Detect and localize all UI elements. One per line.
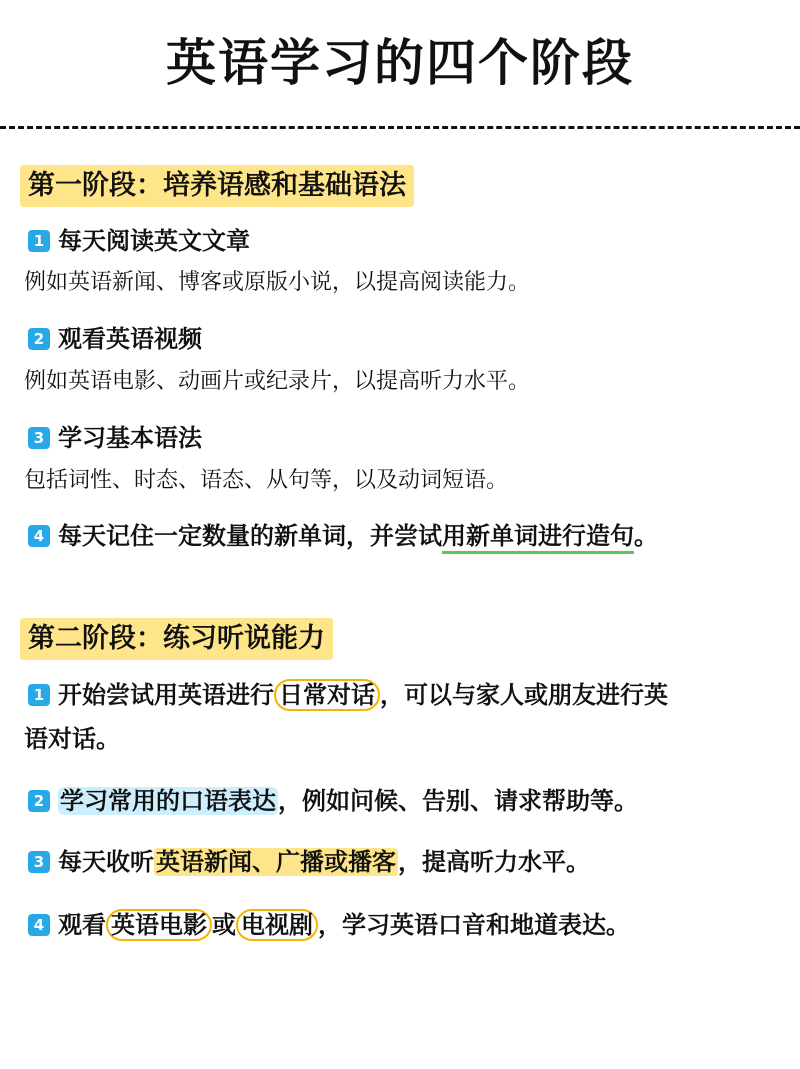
number-badge-icon: 1 (28, 684, 50, 706)
item-text-end: ，学习英语口音和地道表达。 (318, 911, 630, 939)
dashed-divider (0, 126, 800, 129)
stage2-item-3 (28, 845, 590, 879)
circled-phrase: 电视剧 (236, 909, 318, 941)
stage2-item-2 (28, 784, 638, 818)
stage1-item-2-desc: 例如英语电影、动画片或纪录片，以提高听力水平。 (24, 369, 531, 394)
item-title: 学习基本语法 (58, 424, 202, 452)
item-title: 每天阅读英文文章 (58, 227, 250, 255)
stage2-item-1 (28, 678, 668, 712)
underlined-phrase: 用新单词进行造句 (442, 522, 634, 554)
stage2-heading: 第二阶段：练习听说能力 (20, 618, 333, 660)
number-badge-icon: 4 (28, 914, 50, 936)
stage1-item-2 (28, 322, 202, 356)
number-badge-icon: 1 (28, 230, 50, 252)
number-badge-icon: 4 (28, 525, 50, 547)
stage2-item-4 (28, 908, 630, 942)
item-text-end: ，例如问候、告别、请求帮助等。 (278, 787, 638, 815)
highlighted-phrase: 学习常用的口语表达 (60, 787, 276, 815)
stage1-item-3-desc: 包括词性、时态、语态、从句等，以及动词短语。 (24, 468, 509, 493)
item-text-mid: 或 (212, 911, 236, 939)
item-text: 开始尝试用英语进行 (58, 681, 274, 709)
stage1-item-4 (28, 519, 658, 553)
number-badge-icon: 3 (28, 851, 50, 873)
stage2-item-1-cont: 语对话。 (24, 725, 120, 753)
circled-phrase: 日常对话 (274, 679, 380, 711)
item-text-end: ，提高听力水平。 (398, 848, 590, 876)
item-text-end: ，可以与家人或朋友进行英 (380, 681, 668, 709)
item-title: 观看英语视频 (58, 325, 202, 353)
item-text-end: 。 (634, 522, 658, 550)
stage1-item-1-desc: 例如英语新闻、博客或原版小说，以提高阅读能力。 (24, 270, 531, 295)
item-text: 每天记住一定数量的新单词，并尝试 (58, 522, 442, 550)
stage1-heading: 第一阶段：培养语感和基础语法 (20, 165, 414, 207)
item-text: 观看 (58, 911, 106, 939)
circled-phrase: 英语电影 (106, 909, 212, 941)
highlighted-phrase: 英语新闻、广播或播客 (156, 848, 396, 876)
item-text: 每天收听 (58, 848, 154, 876)
stage1-item-3 (28, 421, 202, 455)
number-badge-icon: 3 (28, 427, 50, 449)
number-badge-icon: 2 (28, 790, 50, 812)
stage1-item-1 (28, 224, 250, 258)
number-badge-icon: 2 (28, 328, 50, 350)
page-title: 英语学习的四个阶段 (166, 34, 634, 92)
